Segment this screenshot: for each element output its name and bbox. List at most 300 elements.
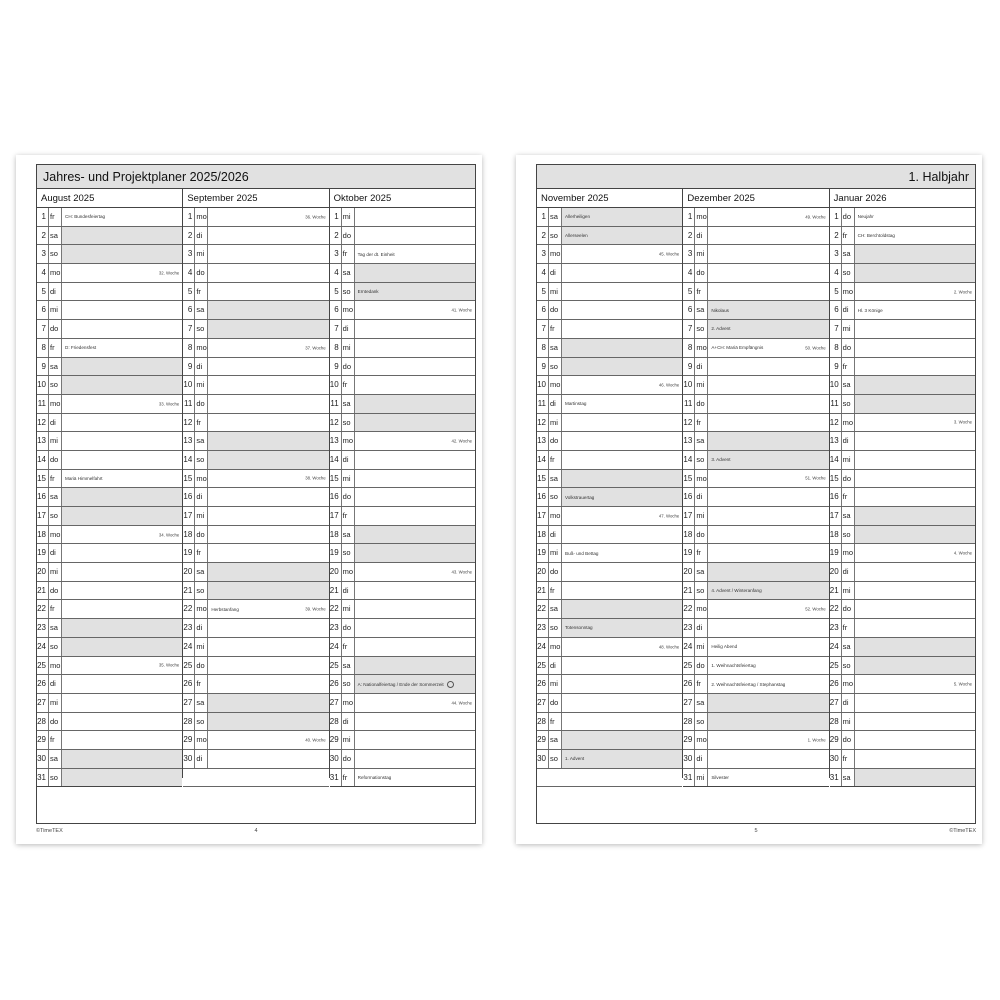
day-entry-cell[interactable] bbox=[562, 657, 682, 675]
day-row[interactable] bbox=[37, 414, 182, 433]
day-entry-cell[interactable] bbox=[708, 657, 828, 675]
day-entry-cell[interactable] bbox=[208, 526, 328, 544]
day-row[interactable] bbox=[37, 694, 182, 713]
day-entry-cell[interactable] bbox=[708, 582, 828, 600]
day-row[interactable] bbox=[183, 713, 328, 732]
day-row[interactable] bbox=[537, 283, 682, 302]
day-entry-cell[interactable] bbox=[562, 451, 682, 469]
day-row[interactable] bbox=[330, 451, 475, 470]
day-entry-cell[interactable] bbox=[708, 320, 828, 338]
day-entry-cell[interactable] bbox=[708, 414, 828, 432]
day-entry-cell[interactable] bbox=[562, 507, 682, 525]
day-entry-cell[interactable] bbox=[355, 245, 475, 263]
day-row[interactable] bbox=[683, 731, 828, 750]
day-row[interactable] bbox=[37, 713, 182, 732]
day-row[interactable] bbox=[537, 694, 682, 713]
day-entry-cell[interactable] bbox=[62, 320, 182, 338]
day-row[interactable] bbox=[330, 619, 475, 638]
day-entry-cell[interactable] bbox=[708, 395, 828, 413]
day-entry-cell[interactable] bbox=[855, 320, 975, 338]
day-entry-cell[interactable] bbox=[708, 675, 828, 693]
day-row[interactable] bbox=[37, 432, 182, 451]
day-entry-cell[interactable] bbox=[208, 320, 328, 338]
day-row[interactable] bbox=[183, 283, 328, 302]
day-row[interactable] bbox=[830, 470, 975, 489]
day-entry-cell[interactable] bbox=[208, 488, 328, 506]
day-row[interactable] bbox=[183, 600, 328, 619]
day-entry-cell[interactable] bbox=[562, 208, 682, 226]
day-row[interactable] bbox=[537, 339, 682, 358]
day-row[interactable] bbox=[537, 657, 682, 676]
day-row[interactable] bbox=[683, 227, 828, 246]
day-entry-cell[interactable] bbox=[355, 713, 475, 731]
day-row[interactable] bbox=[537, 301, 682, 320]
day-entry-cell[interactable] bbox=[62, 488, 182, 506]
day-row[interactable] bbox=[537, 731, 682, 750]
day-entry-cell[interactable] bbox=[208, 619, 328, 637]
day-row[interactable] bbox=[37, 227, 182, 246]
day-entry-cell[interactable] bbox=[855, 376, 975, 394]
day-row[interactable] bbox=[330, 208, 475, 227]
day-row[interactable] bbox=[830, 339, 975, 358]
day-entry-cell[interactable] bbox=[355, 488, 475, 506]
day-row[interactable] bbox=[537, 675, 682, 694]
day-row[interactable] bbox=[37, 507, 182, 526]
day-row[interactable] bbox=[830, 283, 975, 302]
day-entry-cell[interactable] bbox=[62, 600, 182, 618]
day-entry-cell[interactable] bbox=[855, 563, 975, 581]
day-entry-cell[interactable] bbox=[708, 600, 828, 618]
day-row[interactable] bbox=[683, 414, 828, 433]
day-entry-cell[interactable] bbox=[208, 395, 328, 413]
day-entry-cell[interactable] bbox=[208, 582, 328, 600]
day-entry-cell[interactable] bbox=[62, 638, 182, 656]
day-row[interactable] bbox=[537, 395, 682, 414]
day-row[interactable] bbox=[537, 713, 682, 732]
day-entry-cell[interactable] bbox=[355, 227, 475, 245]
day-entry-cell[interactable] bbox=[208, 376, 328, 394]
day-entry-cell[interactable] bbox=[62, 227, 182, 245]
day-entry-cell[interactable] bbox=[708, 507, 828, 525]
day-row[interactable] bbox=[37, 600, 182, 619]
day-entry-cell[interactable] bbox=[355, 675, 475, 693]
day-entry-cell[interactable] bbox=[208, 563, 328, 581]
day-entry-cell[interactable] bbox=[562, 301, 682, 319]
day-entry-cell[interactable] bbox=[855, 769, 975, 787]
day-row[interactable] bbox=[830, 507, 975, 526]
day-row[interactable] bbox=[183, 395, 328, 414]
day-entry-cell[interactable] bbox=[562, 395, 682, 413]
day-entry-cell[interactable] bbox=[208, 507, 328, 525]
day-row[interactable] bbox=[330, 694, 475, 713]
day-row[interactable] bbox=[37, 470, 182, 489]
day-row[interactable] bbox=[537, 638, 682, 657]
day-entry-cell[interactable] bbox=[208, 301, 328, 319]
day-row[interactable] bbox=[330, 507, 475, 526]
day-row[interactable] bbox=[37, 526, 182, 545]
day-entry-cell[interactable] bbox=[708, 694, 828, 712]
day-entry-cell[interactable] bbox=[855, 208, 975, 226]
day-row[interactable] bbox=[37, 320, 182, 339]
day-row[interactable] bbox=[683, 488, 828, 507]
day-entry-cell[interactable] bbox=[855, 544, 975, 562]
day-entry-cell[interactable] bbox=[855, 227, 975, 245]
day-row[interactable] bbox=[330, 488, 475, 507]
day-row[interactable] bbox=[37, 301, 182, 320]
day-row[interactable] bbox=[830, 227, 975, 246]
day-entry-cell[interactable] bbox=[208, 283, 328, 301]
day-entry-cell[interactable] bbox=[562, 544, 682, 562]
day-entry-cell[interactable] bbox=[355, 582, 475, 600]
day-row[interactable] bbox=[37, 395, 182, 414]
day-row[interactable] bbox=[537, 432, 682, 451]
day-entry-cell[interactable] bbox=[708, 208, 828, 226]
day-row[interactable] bbox=[830, 657, 975, 676]
day-entry-cell[interactable] bbox=[708, 227, 828, 245]
day-entry-cell[interactable] bbox=[355, 731, 475, 749]
day-entry-cell[interactable] bbox=[708, 339, 828, 357]
day-row[interactable] bbox=[830, 600, 975, 619]
day-entry-cell[interactable] bbox=[208, 713, 328, 731]
day-entry-cell[interactable] bbox=[62, 731, 182, 749]
day-row[interactable] bbox=[683, 320, 828, 339]
day-row[interactable] bbox=[537, 264, 682, 283]
day-entry-cell[interactable] bbox=[562, 638, 682, 656]
day-row[interactable] bbox=[830, 358, 975, 377]
day-row[interactable] bbox=[683, 582, 828, 601]
day-row[interactable] bbox=[37, 750, 182, 769]
day-entry-cell[interactable] bbox=[708, 264, 828, 282]
day-row[interactable] bbox=[683, 264, 828, 283]
day-row[interactable] bbox=[330, 563, 475, 582]
day-row[interactable] bbox=[537, 582, 682, 601]
day-entry-cell[interactable] bbox=[562, 600, 682, 618]
day-entry-cell[interactable] bbox=[708, 563, 828, 581]
day-row[interactable] bbox=[37, 731, 182, 750]
day-row[interactable] bbox=[330, 414, 475, 433]
day-entry-cell[interactable] bbox=[708, 750, 828, 768]
day-entry-cell[interactable] bbox=[708, 283, 828, 301]
day-row[interactable] bbox=[830, 245, 975, 264]
day-row[interactable] bbox=[537, 750, 682, 769]
day-row[interactable] bbox=[683, 395, 828, 414]
day-entry-cell[interactable] bbox=[62, 339, 182, 357]
day-entry-cell[interactable] bbox=[708, 713, 828, 731]
day-entry-cell[interactable] bbox=[562, 376, 682, 394]
day-entry-cell[interactable] bbox=[208, 245, 328, 263]
day-row[interactable] bbox=[330, 358, 475, 377]
day-row[interactable] bbox=[330, 750, 475, 769]
day-entry-cell[interactable] bbox=[208, 694, 328, 712]
day-entry-cell[interactable] bbox=[355, 264, 475, 282]
day-entry-cell[interactable] bbox=[62, 358, 182, 376]
day-entry-cell[interactable] bbox=[855, 470, 975, 488]
day-entry-cell[interactable] bbox=[708, 731, 828, 749]
day-entry-cell[interactable] bbox=[562, 414, 682, 432]
day-row[interactable] bbox=[830, 694, 975, 713]
day-entry-cell[interactable] bbox=[855, 451, 975, 469]
day-row[interactable] bbox=[37, 245, 182, 264]
day-row[interactable] bbox=[537, 358, 682, 377]
day-entry-cell[interactable] bbox=[355, 470, 475, 488]
day-row[interactable] bbox=[183, 582, 328, 601]
day-row[interactable] bbox=[183, 339, 328, 358]
day-entry-cell[interactable] bbox=[562, 470, 682, 488]
day-entry-cell[interactable] bbox=[562, 432, 682, 450]
day-entry-cell[interactable] bbox=[62, 619, 182, 637]
day-entry-cell[interactable] bbox=[855, 414, 975, 432]
day-row[interactable] bbox=[537, 544, 682, 563]
day-entry-cell[interactable] bbox=[62, 432, 182, 450]
day-entry-cell[interactable] bbox=[562, 320, 682, 338]
day-row[interactable] bbox=[183, 470, 328, 489]
day-row[interactable] bbox=[330, 339, 475, 358]
day-row[interactable] bbox=[683, 563, 828, 582]
day-row[interactable] bbox=[183, 227, 328, 246]
day-row[interactable] bbox=[683, 657, 828, 676]
day-entry-cell[interactable] bbox=[355, 358, 475, 376]
day-row[interactable] bbox=[330, 675, 475, 694]
day-entry-cell[interactable] bbox=[562, 358, 682, 376]
day-entry-cell[interactable] bbox=[708, 432, 828, 450]
day-entry-cell[interactable] bbox=[855, 694, 975, 712]
day-row[interactable] bbox=[683, 470, 828, 489]
day-entry-cell[interactable] bbox=[708, 488, 828, 506]
day-entry-cell[interactable] bbox=[62, 208, 182, 226]
day-row[interactable] bbox=[330, 245, 475, 264]
day-row[interactable] bbox=[830, 320, 975, 339]
day-row[interactable] bbox=[683, 451, 828, 470]
day-entry-cell[interactable] bbox=[208, 451, 328, 469]
day-row[interactable] bbox=[683, 544, 828, 563]
day-row[interactable] bbox=[830, 395, 975, 414]
day-entry-cell[interactable] bbox=[208, 264, 328, 282]
day-row[interactable] bbox=[183, 376, 328, 395]
day-entry-cell[interactable] bbox=[62, 694, 182, 712]
day-row[interactable] bbox=[183, 694, 328, 713]
day-entry-cell[interactable] bbox=[355, 301, 475, 319]
day-entry-cell[interactable] bbox=[355, 600, 475, 618]
day-entry-cell[interactable] bbox=[355, 283, 475, 301]
day-entry-cell[interactable] bbox=[562, 526, 682, 544]
day-entry-cell[interactable] bbox=[208, 750, 328, 768]
day-entry-cell[interactable] bbox=[62, 675, 182, 693]
day-row[interactable] bbox=[37, 283, 182, 302]
day-entry-cell[interactable] bbox=[855, 432, 975, 450]
day-row[interactable] bbox=[830, 713, 975, 732]
day-row[interactable] bbox=[683, 769, 828, 788]
day-entry-cell[interactable] bbox=[708, 638, 828, 656]
day-row[interactable] bbox=[537, 451, 682, 470]
day-row[interactable] bbox=[830, 526, 975, 545]
day-row[interactable] bbox=[330, 657, 475, 676]
day-entry-cell[interactable] bbox=[855, 600, 975, 618]
day-row[interactable] bbox=[183, 563, 328, 582]
day-entry-cell[interactable] bbox=[355, 507, 475, 525]
day-entry-cell[interactable] bbox=[208, 339, 328, 357]
day-row[interactable] bbox=[537, 320, 682, 339]
day-row[interactable] bbox=[330, 769, 475, 788]
day-entry-cell[interactable] bbox=[62, 395, 182, 413]
day-row[interactable] bbox=[537, 619, 682, 638]
day-row[interactable] bbox=[183, 544, 328, 563]
day-entry-cell[interactable] bbox=[562, 675, 682, 693]
day-entry-cell[interactable] bbox=[208, 675, 328, 693]
day-row[interactable] bbox=[683, 376, 828, 395]
day-entry-cell[interactable] bbox=[855, 619, 975, 637]
day-entry-cell[interactable] bbox=[562, 731, 682, 749]
day-row[interactable] bbox=[37, 769, 182, 788]
day-entry-cell[interactable] bbox=[62, 470, 182, 488]
day-entry-cell[interactable] bbox=[562, 488, 682, 506]
day-entry-cell[interactable] bbox=[355, 526, 475, 544]
day-entry-cell[interactable] bbox=[355, 208, 475, 226]
day-row[interactable] bbox=[37, 451, 182, 470]
day-row[interactable] bbox=[183, 488, 328, 507]
day-row[interactable] bbox=[183, 320, 328, 339]
day-entry-cell[interactable] bbox=[855, 245, 975, 263]
day-entry-cell[interactable] bbox=[355, 451, 475, 469]
day-row[interactable] bbox=[830, 451, 975, 470]
day-row[interactable] bbox=[37, 208, 182, 227]
day-row[interactable] bbox=[330, 395, 475, 414]
day-entry-cell[interactable] bbox=[62, 376, 182, 394]
day-row[interactable] bbox=[183, 675, 328, 694]
day-row[interactable] bbox=[830, 769, 975, 788]
day-entry-cell[interactable] bbox=[855, 358, 975, 376]
day-entry-cell[interactable] bbox=[562, 713, 682, 731]
day-row[interactable] bbox=[830, 544, 975, 563]
day-row[interactable] bbox=[683, 694, 828, 713]
day-row[interactable] bbox=[183, 657, 328, 676]
day-row[interactable] bbox=[330, 227, 475, 246]
day-row[interactable] bbox=[183, 507, 328, 526]
day-entry-cell[interactable] bbox=[855, 526, 975, 544]
day-row[interactable] bbox=[183, 638, 328, 657]
day-row[interactable] bbox=[330, 526, 475, 545]
day-entry-cell[interactable] bbox=[708, 526, 828, 544]
day-row[interactable] bbox=[37, 582, 182, 601]
day-row[interactable] bbox=[183, 432, 328, 451]
day-entry-cell[interactable] bbox=[562, 582, 682, 600]
day-entry-cell[interactable] bbox=[855, 507, 975, 525]
day-entry-cell[interactable] bbox=[62, 750, 182, 768]
day-entry-cell[interactable] bbox=[855, 657, 975, 675]
day-entry-cell[interactable] bbox=[562, 264, 682, 282]
day-entry-cell[interactable] bbox=[62, 713, 182, 731]
day-entry-cell[interactable] bbox=[708, 376, 828, 394]
day-entry-cell[interactable] bbox=[62, 301, 182, 319]
day-row[interactable] bbox=[830, 675, 975, 694]
day-row[interactable] bbox=[537, 414, 682, 433]
day-entry-cell[interactable] bbox=[208, 414, 328, 432]
day-entry-cell[interactable] bbox=[355, 414, 475, 432]
day-row[interactable] bbox=[330, 376, 475, 395]
day-entry-cell[interactable] bbox=[208, 470, 328, 488]
day-entry-cell[interactable] bbox=[208, 600, 328, 618]
day-row[interactable] bbox=[330, 544, 475, 563]
day-row[interactable] bbox=[537, 376, 682, 395]
day-entry-cell[interactable] bbox=[355, 694, 475, 712]
day-entry-cell[interactable] bbox=[562, 245, 682, 263]
day-row[interactable] bbox=[37, 563, 182, 582]
day-row[interactable] bbox=[37, 544, 182, 563]
day-row[interactable] bbox=[330, 320, 475, 339]
day-row[interactable] bbox=[683, 600, 828, 619]
day-row[interactable] bbox=[37, 619, 182, 638]
day-row[interactable] bbox=[37, 488, 182, 507]
day-entry-cell[interactable] bbox=[708, 619, 828, 637]
day-row[interactable] bbox=[330, 301, 475, 320]
day-row[interactable] bbox=[537, 227, 682, 246]
day-entry-cell[interactable] bbox=[62, 582, 182, 600]
day-entry-cell[interactable] bbox=[855, 731, 975, 749]
day-entry-cell[interactable] bbox=[355, 638, 475, 656]
day-entry-cell[interactable] bbox=[208, 638, 328, 656]
day-row[interactable] bbox=[537, 245, 682, 264]
day-entry-cell[interactable] bbox=[355, 619, 475, 637]
day-row[interactable] bbox=[683, 358, 828, 377]
day-row[interactable] bbox=[537, 507, 682, 526]
day-row[interactable] bbox=[183, 526, 328, 545]
day-row[interactable] bbox=[330, 432, 475, 451]
day-row[interactable] bbox=[830, 432, 975, 451]
day-row[interactable] bbox=[37, 358, 182, 377]
day-row[interactable] bbox=[830, 264, 975, 283]
day-entry-cell[interactable] bbox=[355, 750, 475, 768]
day-row[interactable] bbox=[37, 264, 182, 283]
day-row[interactable] bbox=[183, 245, 328, 264]
day-entry-cell[interactable] bbox=[855, 638, 975, 656]
day-entry-cell[interactable] bbox=[355, 563, 475, 581]
day-row[interactable] bbox=[683, 301, 828, 320]
day-entry-cell[interactable] bbox=[562, 227, 682, 245]
day-entry-cell[interactable] bbox=[355, 432, 475, 450]
day-entry-cell[interactable] bbox=[62, 657, 182, 675]
day-row[interactable] bbox=[830, 563, 975, 582]
day-entry-cell[interactable] bbox=[855, 675, 975, 693]
day-entry-cell[interactable] bbox=[562, 283, 682, 301]
day-entry-cell[interactable] bbox=[562, 619, 682, 637]
day-row[interactable] bbox=[830, 301, 975, 320]
day-entry-cell[interactable] bbox=[208, 358, 328, 376]
day-row[interactable] bbox=[830, 208, 975, 227]
day-entry-cell[interactable] bbox=[855, 283, 975, 301]
day-row[interactable] bbox=[183, 264, 328, 283]
day-row[interactable] bbox=[683, 283, 828, 302]
day-entry-cell[interactable] bbox=[355, 376, 475, 394]
day-entry-cell[interactable] bbox=[62, 563, 182, 581]
day-row[interactable] bbox=[683, 432, 828, 451]
day-row[interactable] bbox=[830, 750, 975, 769]
day-entry-cell[interactable] bbox=[855, 750, 975, 768]
day-row[interactable] bbox=[183, 619, 328, 638]
day-entry-cell[interactable] bbox=[855, 301, 975, 319]
day-entry-cell[interactable] bbox=[855, 488, 975, 506]
day-row[interactable] bbox=[537, 526, 682, 545]
day-entry-cell[interactable] bbox=[562, 694, 682, 712]
day-entry-cell[interactable] bbox=[855, 339, 975, 357]
day-entry-cell[interactable] bbox=[355, 657, 475, 675]
day-entry-cell[interactable] bbox=[708, 245, 828, 263]
day-row[interactable] bbox=[683, 675, 828, 694]
day-entry-cell[interactable] bbox=[62, 245, 182, 263]
day-row[interactable] bbox=[830, 731, 975, 750]
day-row[interactable] bbox=[183, 301, 328, 320]
day-row[interactable] bbox=[830, 582, 975, 601]
day-row[interactable] bbox=[683, 208, 828, 227]
day-entry-cell[interactable] bbox=[708, 301, 828, 319]
